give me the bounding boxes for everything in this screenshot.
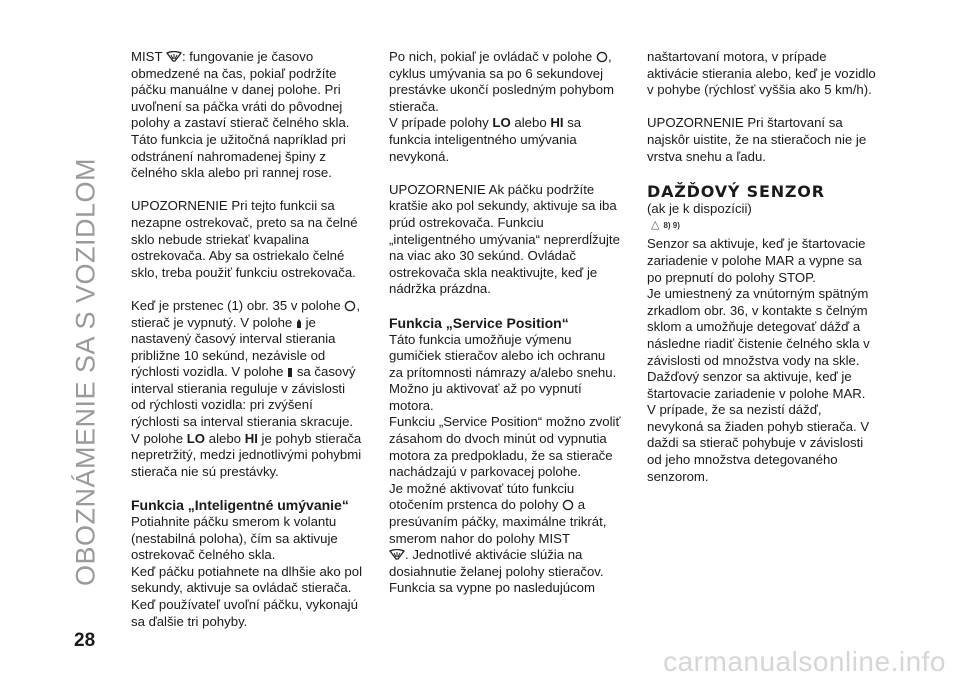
off-circle-icon: [344, 300, 356, 312]
warning-references: [651, 219, 879, 232]
text-segment: Po nich, pokiaľ je ovládač v polohe: [389, 49, 593, 64]
column-1: [131, 49, 363, 630]
hi-position: HI: [244, 430, 258, 446]
heading-intelligent-wash: Funkcia „Inteligentné umývanie“: [131, 497, 349, 514]
text-segment: alebo: [514, 115, 547, 131]
heading-service-position: Funkcia „Service Position“: [389, 314, 569, 331]
paragraph-lo-hi-wash: [389, 115, 621, 165]
text-segment: alebo: [208, 430, 242, 446]
mist-text: : fungovanie je časovo obmedzené na čas, pokiaľ podržíte páčku manuálne v danej polohe. Pri uvoľnení sa páčka vráti do pôvodnej polohy a zastaví stierač čelného skla. Táto funkcia je užitočná napríklad pri odstránení nahromadenej špiny z čelného skla alebo pri rannej rose.: [131, 49, 350, 181]
column-2: [389, 49, 621, 597]
paragraph-sensor-rain: V prípade, že sa nezistí dážď, nevykoná sa žiaden pohyb stierača. V daždi sa stierač pohybuje v závislosti od jeho množstva detegovaného senzorom.: [647, 402, 870, 484]
paragraph-pull-lever: Potiahnite páčku smerom k volantu (nestabilná poloha), čím sa aktivuje ostrekovač čelného skla.: [131, 514, 338, 563]
text-segment: , cyklus umývania sa po 6 sekundovej prestávke ukončí posledným pohybom stierača.: [389, 49, 615, 114]
mist-symbol-icon: [166, 51, 182, 63]
paragraph-warning-1: UPOZORNENIE Pri tejto funkcii sa nezapne ostrekovač, preto sa na čelné sklo nebude striekať kvapalina ostrekovača. Aby sa ostriekalo čelné sklo, treba použiť funkciu ostrekovača.: [131, 198, 358, 280]
text-segment: , stierač je vypnutý. V polohe: [131, 297, 361, 330]
paragraph-service-purpose: Táto funkcia umožňuje výmenu gumičiek stieračov alebo ich ochranu za prítomnosti námrazy a/alebo snehu.: [389, 331, 617, 380]
hi-position: HI: [550, 115, 564, 131]
watermark: carmanualsonline.info: [663, 646, 946, 677]
off-circle-icon: [596, 51, 608, 63]
text-segment: a presúvaním páčky, maximálne trikrát, smerom nahor do polohy MIST: [389, 497, 607, 546]
interval-icon: [296, 317, 302, 329]
paragraph-sensor-mar: Dažďový senzor sa aktivuje, keď je štartovacie zariadenie v polohe MAR.: [647, 369, 866, 401]
paragraph-mist: [131, 49, 363, 182]
paragraph-service-end: naštartovaní motora, v prípade aktivácie stierania alebo, keď je vozidlo v pohybe (rýchlosť vyššia ako 5 km/h).: [647, 49, 876, 98]
paragraph-hold-lever: Keď páčku potiahnete na dlhšie ako pol sekundy, aktivuje sa ovládač stierača. Keď používateľ uvoľní páčku, vykonajú sa ďalšie tri pohyby.: [131, 563, 362, 629]
off-circle-icon: [562, 499, 574, 511]
references-text: 8) 9): [663, 221, 680, 231]
text-segment: je pohyb stierača nepretržitý, medzi jednotlivými pohybmi stierača nie sú prestávky.: [131, 430, 362, 479]
text-segment: V polohe: [131, 430, 184, 446]
paragraph-service-after-engine: Možno ju aktivovať až po vypnutí motora.: [389, 381, 582, 413]
text-segment: Keď je prstenec (1) obr. 35 v polohe: [131, 297, 341, 313]
mist-symbol-icon: [389, 549, 405, 561]
auto-interval-icon: [287, 366, 293, 378]
rain-sensor-availability: (ak je k dispozícii): [647, 200, 752, 216]
text-segment: V prípade polohy: [389, 115, 489, 131]
paragraph-wash-cycle: [389, 49, 621, 115]
paragraph-service-activate: [389, 481, 621, 597]
text-segment: sa časový interval stierania reguluje v závislosti od rýchlosti vozidla: pri zvýšení rýchlosti sa interval stierania skracuje.: [131, 364, 356, 430]
text-segment: . Jednotlivé aktivácie slúžia na dosiahnutie želanej polohy stieračov. Funkcia sa vypne po nasledujúcom: [389, 547, 604, 596]
page-number: 28: [74, 630, 96, 651]
lo-position: LO: [492, 115, 511, 131]
text-segment: Je možné aktivovať túto funkciu otočením prstenca do polohy: [389, 480, 575, 513]
paragraph-warning-2: UPOZORNENIE Ak páčku podržíte kratšie ako pol sekundy, aktivuje sa iba prúd ostrekovača. Funkciu „inteligentného umývania“ neprerdĺžujte na viac ako 30 sekúnd. Ovládač ostrekovača skla neaktivujte, keď je nádržka prázdna.: [389, 181, 620, 297]
mist-label: MIST: [131, 49, 163, 64]
warning-triangle-icon: △: [651, 219, 660, 232]
paragraph-warning-3: UPOZORNENIE Pri štartovaní sa najskôr uistite, že na stieračoch nie je vrstva snehu a ľadu.: [647, 115, 867, 164]
heading-rain-sensor: DAŽĎOVÝ SENZOR: [647, 181, 825, 201]
chapter-title: OBOZNÁMENIE SA S VOZIDLOM: [70, 157, 101, 587]
paragraph-sensor-activation: Senzor sa aktivuje, keď je štartovacie zariadenie v polohe MAR a vypne sa po prepnutí do polohy STOP.: [647, 236, 866, 285]
text-segment: je nastavený časový interval stierania približne 10 sekúnd, nezávisle od rýchlosti vozidla. V polohe: [131, 314, 336, 380]
paragraph-ring-positions: [131, 298, 363, 431]
lo-position: LO: [186, 430, 206, 446]
text-segment: sa funkcia inteligentného umývania nevykoná.: [389, 115, 582, 164]
column-3: [647, 49, 879, 485]
paragraph-lo-hi: [131, 431, 363, 481]
paragraph-sensor-location: Je umiestnený za vnútorným spätným zrkadlom obr. 36, v kontakte s čelným sklom a umožňuje detegovať dážď a následne riadiť čistenie čelného skla v závislosti od množstva vody na skle.: [647, 286, 870, 368]
paragraph-service-select: Funkciu „Service Position“ možno zvoliť zásahom do dvoch minút od vypnutia motora za predpokladu, že sa stierače nachádzajú v parkovacej polohe.: [389, 414, 621, 480]
